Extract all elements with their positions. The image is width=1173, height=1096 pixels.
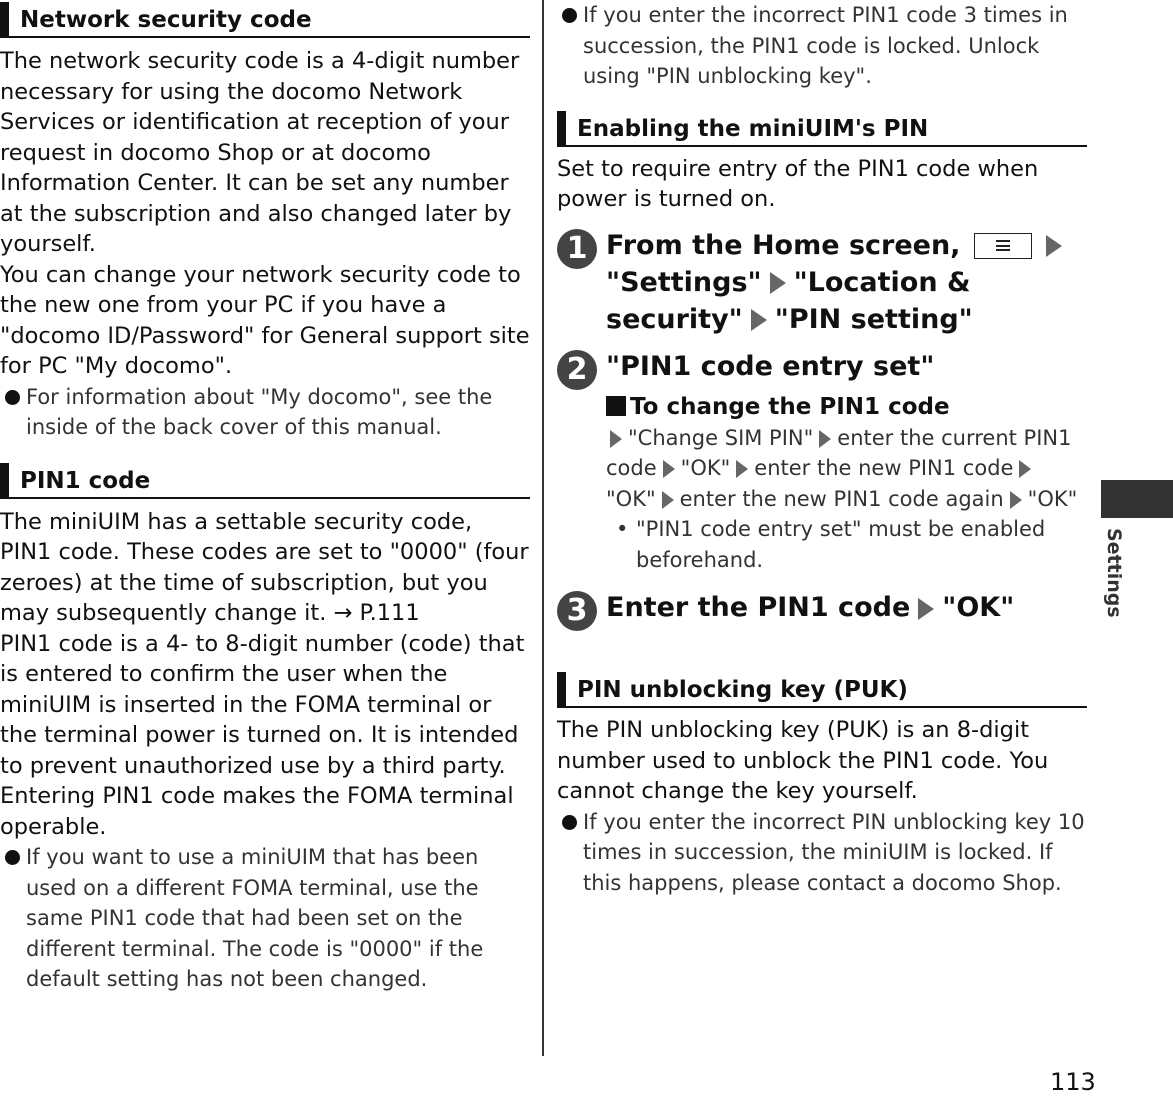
triangle-right-icon xyxy=(918,598,934,620)
step-3-title xyxy=(606,589,1087,626)
step-2-bullet xyxy=(606,514,1087,575)
column-divider xyxy=(542,0,544,1056)
network-para2: You can change your network security code to the new one from your PC if you have a "docomo ID/Password" for General support site for PC "My docomo". xyxy=(0,261,530,379)
note-text: For information about "My docomo", see the inside of the back cover of this manual. xyxy=(26,384,493,439)
triangle-right-icon xyxy=(1019,460,1031,478)
step-text: enter the new PIN1 code again xyxy=(679,486,1004,511)
step-text: Enter the PIN1 code xyxy=(606,592,911,623)
enabling-para: Set to require entry of the PIN1 code when power is turned on. xyxy=(557,155,1039,212)
triangle-right-icon xyxy=(662,491,674,509)
step-number-3: 3 xyxy=(557,591,597,631)
puk-para: The PIN unblocking key (PUK) is an 8-digit number used to unblock the PIN1 code. You cannot change the key yourself. xyxy=(557,717,1049,804)
step-number-1: 1 xyxy=(557,229,597,269)
pin1-para2: PIN1 code is a 4- to 8-digit number (code) that is entered to confirm the user when the miniUIM is inserted in the FOMA terminal or the terminal power is turned on. It is intended to prevent unauthorized use by a third party. Entering PIN1 code makes the FOMA terminal operable. xyxy=(0,630,525,840)
bullet-text: "PIN1 code entry set" must be enabled beforehand. xyxy=(636,517,1046,572)
step-text: "OK" xyxy=(942,592,1015,623)
step-text: enter the new PIN1 code xyxy=(754,456,1014,480)
bullet-dot-icon xyxy=(5,850,20,865)
heading-text: PIN1 code xyxy=(20,467,151,494)
pin1-note1 xyxy=(0,842,530,995)
network-note1 xyxy=(0,382,530,443)
triangle-right-icon xyxy=(1010,491,1022,509)
heading-puk xyxy=(557,672,1087,708)
triangle-right-icon xyxy=(610,430,622,448)
triangle-right-icon xyxy=(751,309,767,331)
heading-enabling-pin xyxy=(557,111,1087,147)
step-text: "Settings" xyxy=(606,266,762,298)
step-text: "OK" xyxy=(680,456,731,480)
change-pin1-steps xyxy=(606,423,1087,515)
step-text: enter the current PIN1 code xyxy=(606,425,1072,480)
step-text: "Change SIM PIN" xyxy=(628,425,814,450)
step-number-2: 2 xyxy=(557,350,597,390)
note-text: If you want to use a miniUIM that has been used on a different FOMA terminal, use the same PIN1 code that had been set on the different terminal. The code is "0000" if the default setting has not been changed. xyxy=(26,845,484,991)
bullet-dot-icon: • xyxy=(616,517,629,541)
step-text: From the Home screen, xyxy=(606,229,961,261)
heading-text: Enabling the miniUIM's PIN xyxy=(577,115,929,142)
heading-pin1-code xyxy=(0,463,530,499)
page-number: 113 xyxy=(1050,1068,1096,1096)
bullet-dot-icon xyxy=(5,390,20,405)
sub-heading-text: To change the PIN1 code xyxy=(630,393,950,420)
step-text: "Location & security" xyxy=(606,266,971,335)
pin1-para1: The miniUIM has a settable security code, PIN1 code. These codes are set to "0000" (four zeroes) at the time of subscription, but you may subsequently change it. → P.111 xyxy=(0,508,529,626)
bullet-dot-icon xyxy=(562,815,577,830)
chapter-label: Settings xyxy=(1103,528,1125,618)
menu-key-icon xyxy=(974,233,1032,259)
triangle-right-icon xyxy=(819,430,831,448)
puk-note1 xyxy=(557,807,1087,899)
step-1-title xyxy=(606,227,1087,338)
top-note xyxy=(557,0,1087,92)
bullet-dot-icon xyxy=(562,8,577,23)
heading-network-security-code xyxy=(0,2,530,38)
step-1 xyxy=(557,227,1087,338)
sub-heading-change-pin1 xyxy=(606,391,1087,423)
triangle-right-icon xyxy=(663,460,675,478)
right-column xyxy=(557,0,1087,898)
chapter-tab xyxy=(1101,480,1173,518)
triangle-right-icon xyxy=(736,460,748,478)
step-text: "PIN setting" xyxy=(774,303,973,335)
step-2-title: "PIN1 code entry set" xyxy=(606,350,935,382)
heading-text: Network security code xyxy=(20,7,312,33)
step-3 xyxy=(557,589,1087,626)
note-text: If you enter the incorrect PIN unblocking key 10 times in succession, the miniUIM is locked. If this happens, please contact a docomo Shop. xyxy=(583,809,1085,895)
heading-text: PIN unblocking key (PUK) xyxy=(577,677,908,703)
triangle-right-icon xyxy=(1046,235,1062,257)
step-text: "OK" xyxy=(1027,486,1078,511)
triangle-right-icon xyxy=(770,272,786,294)
note-text: If you enter the incorrect PIN1 code 3 times in succession, the PIN1 code is locked. Unlock using "PIN unblocking key". xyxy=(583,3,1068,88)
square-marker-icon xyxy=(606,396,626,416)
network-para1: The network security code is a 4-digit number necessary for using the docomo Network Services or identification at reception of your request in docomo Shop or at docomo Information Center. It can be set any number at the subscription and also changed later by yourself. xyxy=(0,48,520,257)
left-column xyxy=(0,0,530,995)
step-text: "OK" xyxy=(606,486,656,511)
step-2 xyxy=(557,348,1087,576)
